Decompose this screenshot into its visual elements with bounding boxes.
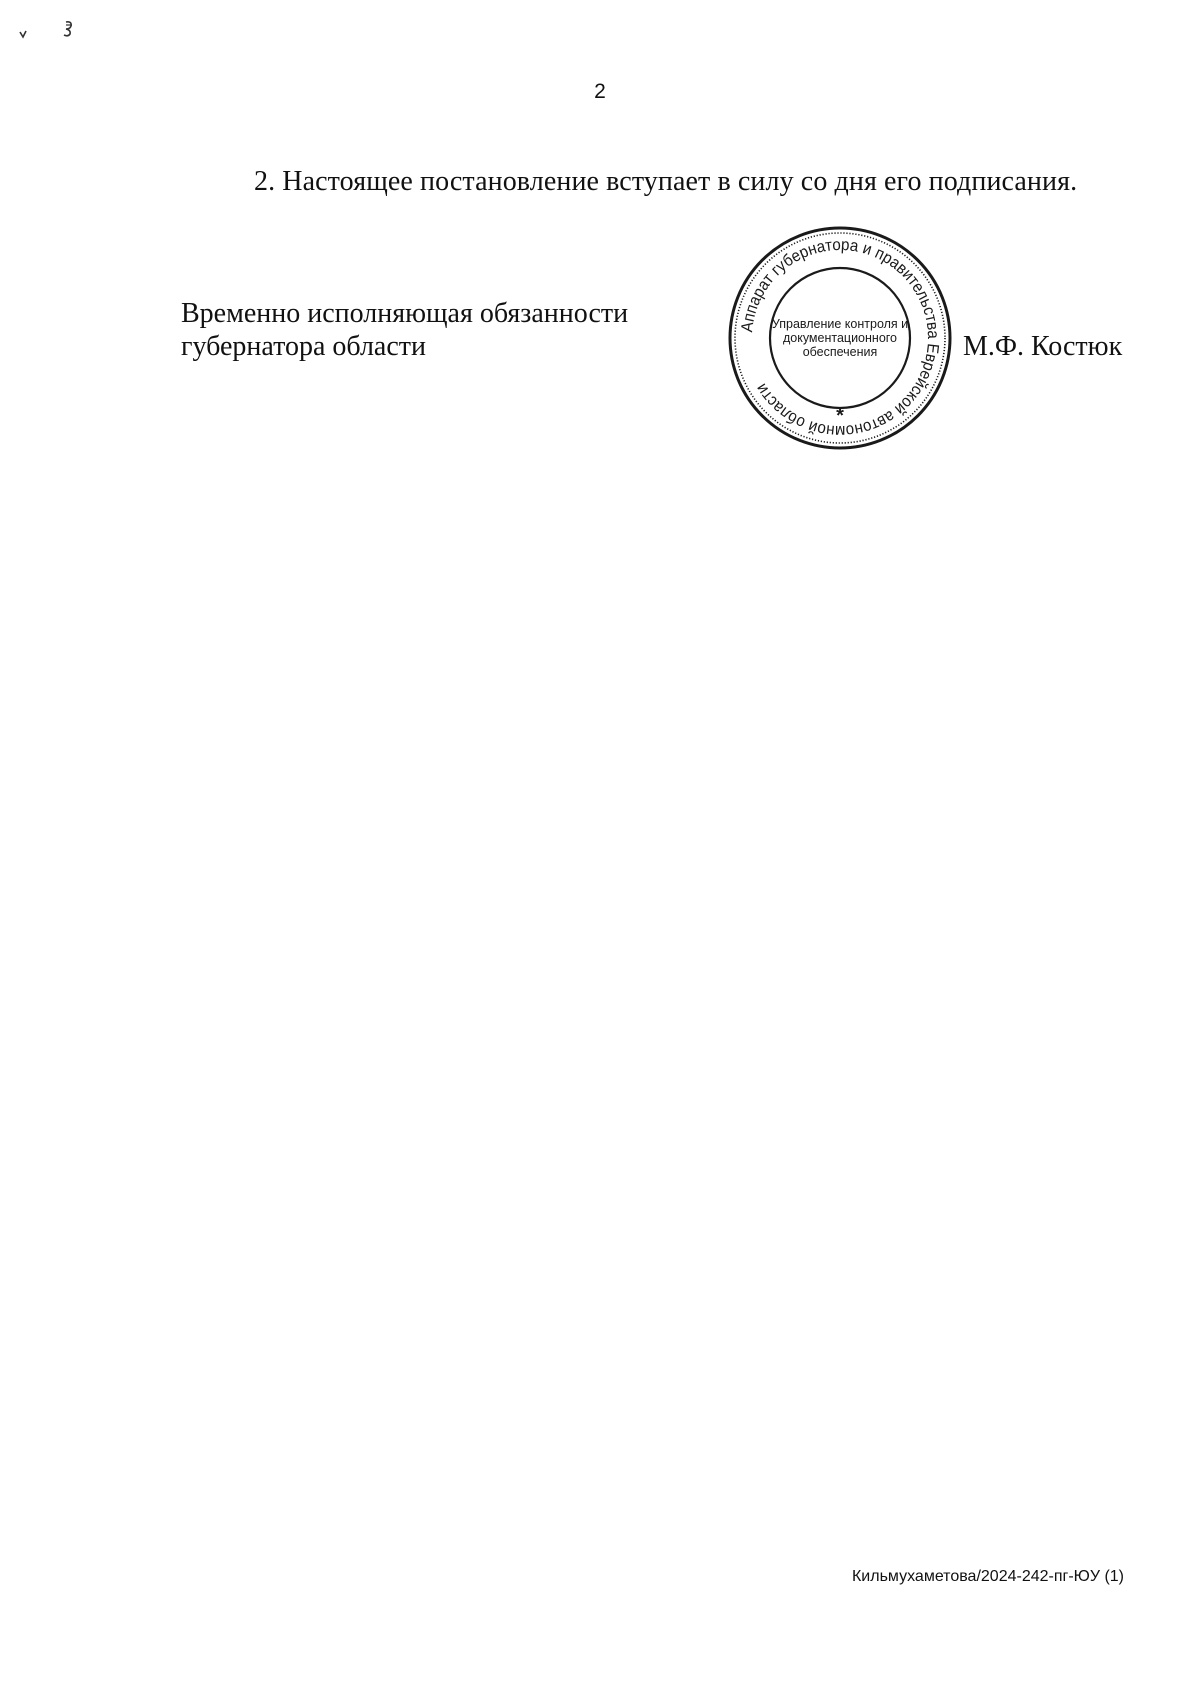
- footer-reference: Кильмухаметова/2024-242-пг-ЮУ (1): [851, 1568, 1124, 1585]
- page-number: 2: [594, 80, 606, 103]
- signatory-name: М.Ф. Костюк: [963, 331, 1123, 362]
- signatory-role-line-2: губернатора области: [181, 331, 426, 362]
- signatory-role: [181, 297, 628, 363]
- stamp-inner-line-1: Управление контроля и: [771, 317, 909, 331]
- body-paragraph: 2. Настоящее постановление вступает в силу со дня его подписания.: [254, 166, 1078, 197]
- stamp-outer-text: Аппарат губернатора и правительства Еврейской автономной области: [738, 235, 943, 441]
- stamp-inner-line-3: обеспечения: [802, 345, 878, 359]
- stamp-star: *: [836, 405, 844, 427]
- scan-artifact-marks: [16, 18, 96, 48]
- signatory-role-line-1: Временно исполняющая обязанности: [181, 298, 629, 329]
- stamp-inner-text: [754, 317, 926, 359]
- stamp-inner-line-2: документационного: [782, 331, 898, 345]
